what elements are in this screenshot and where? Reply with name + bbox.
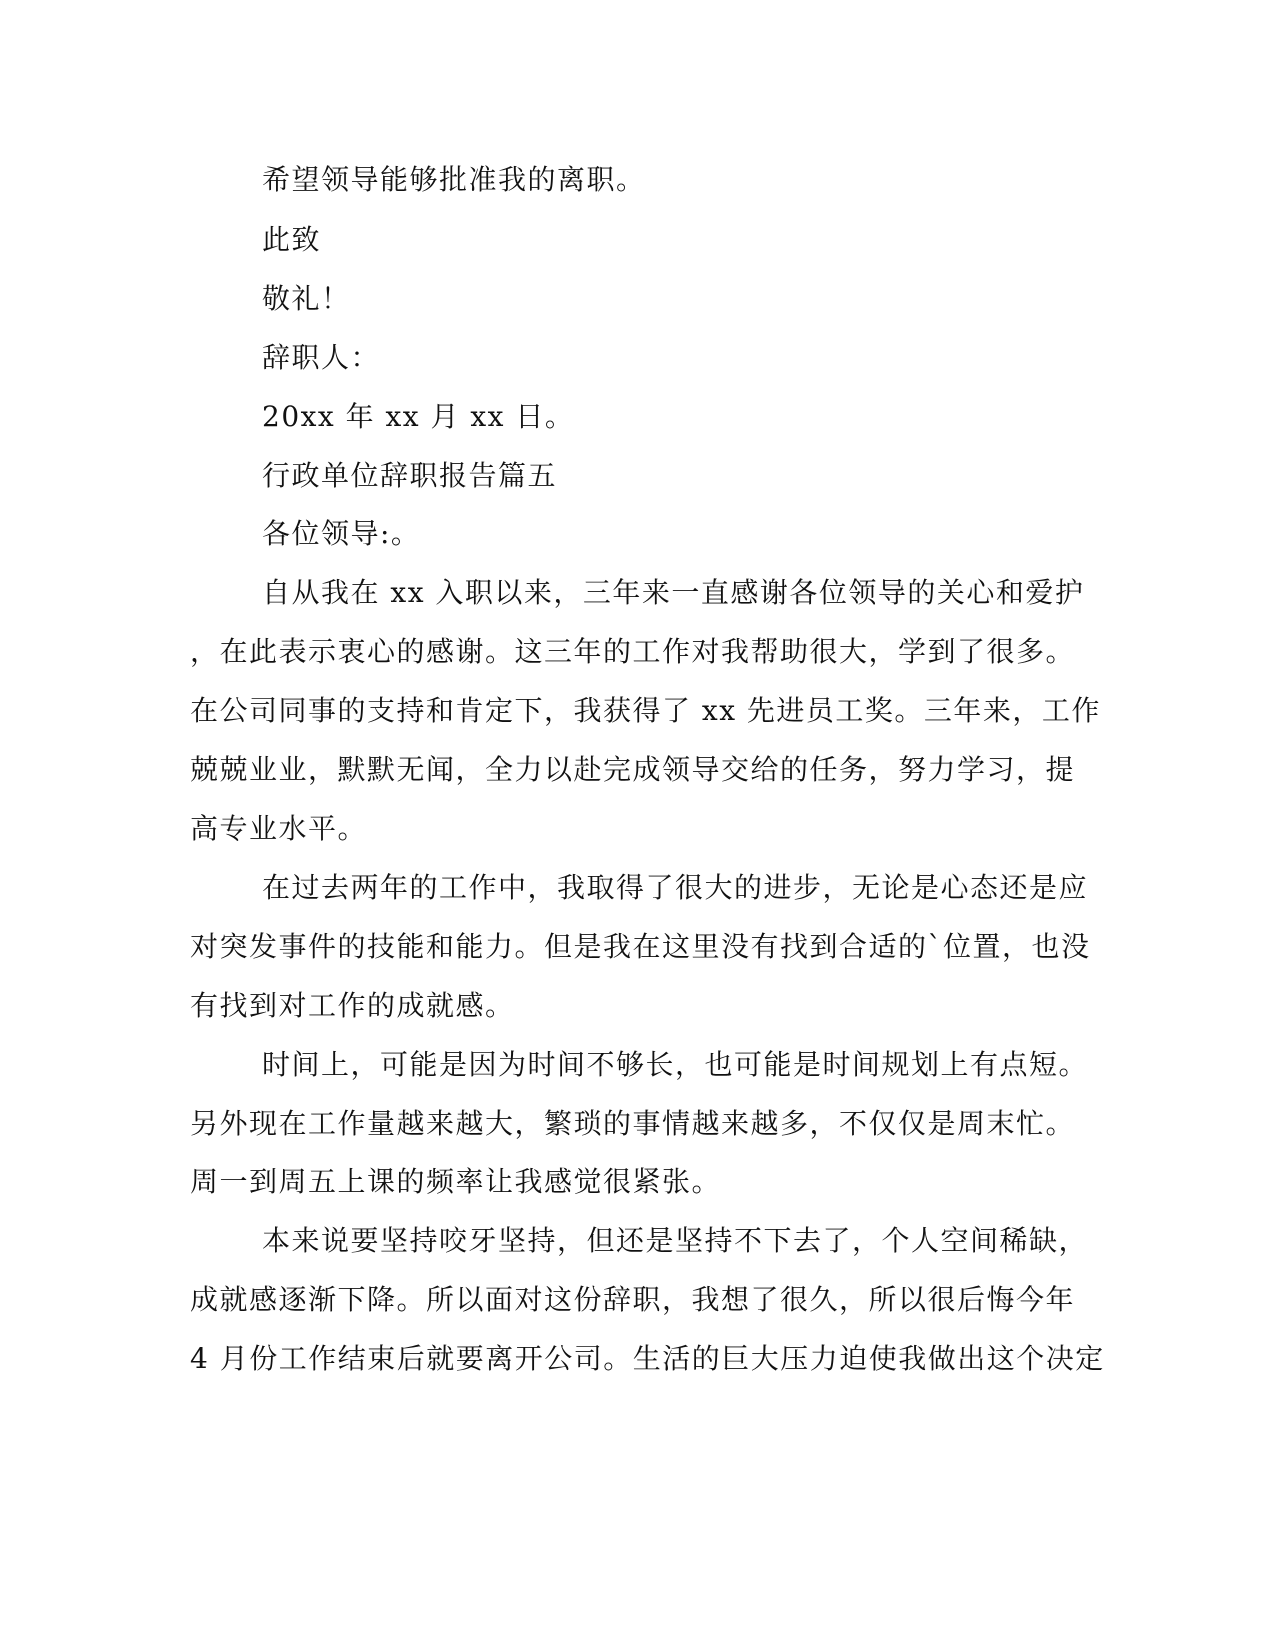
text-line: 时间上，可能是因为时间不够长，也可能是时间规划上有点短。 <box>262 1048 1089 1081</box>
text-line: 有找到对工作的成就感。 <box>190 989 515 1022</box>
text-line: 本来说要坚持咬牙坚持，但还是坚持不下去了，个人空间稀缺， <box>262 1224 1089 1257</box>
text-line: 对突发事件的技能和能力。但是我在这里没有找到合适的`位置，也没 <box>190 930 1091 963</box>
text-line: 成就感逐渐下降。所以面对这份辞职，我想了很久，所以很后悔今年 <box>190 1283 1076 1316</box>
text-line: 在公司同事的支持和肯定下，我获得了 xx 先进员工奖。三年来，工作 <box>190 694 1101 727</box>
text-line: 此致 <box>262 223 322 256</box>
text-line: 周一到周五上课的频率让我感觉很紧张。 <box>190 1165 722 1198</box>
text-line: 各位领导:。 <box>262 517 421 550</box>
text-line: 辞职人： <box>262 341 381 374</box>
text-line: 在过去两年的工作中，我取得了很大的进步，无论是心态还是应 <box>262 871 1089 904</box>
text-line: 行政单位辞职报告篇五 <box>262 459 558 492</box>
text-line: 敬礼！ <box>262 282 351 315</box>
text-line: 另外现在工作量越来越大，繁琐的事情越来越多，不仅仅是周末忙。 <box>190 1107 1076 1140</box>
text-line: 20xx 年 xx 月 xx 日。 <box>262 400 575 433</box>
text-line: 自从我在 xx 入职以来，三年来一直感谢各位领导的关心和爱护 <box>262 576 1085 609</box>
text-line: ，在此表示衷心的感谢。这三年的工作对我帮助很大，学到了很多。 <box>190 635 1076 668</box>
text-line: 4 月份工作结束后就要离开公司。生活的巨大压力迫使我做出这个决定 <box>190 1342 1105 1375</box>
text-line: 兢兢业业，默默无闻，全力以赴完成领导交给的任务，努力学习，提 <box>190 753 1076 786</box>
text-line: 希望领导能够批准我的离职。 <box>262 163 646 196</box>
text-line: 高专业水平。 <box>190 812 368 845</box>
